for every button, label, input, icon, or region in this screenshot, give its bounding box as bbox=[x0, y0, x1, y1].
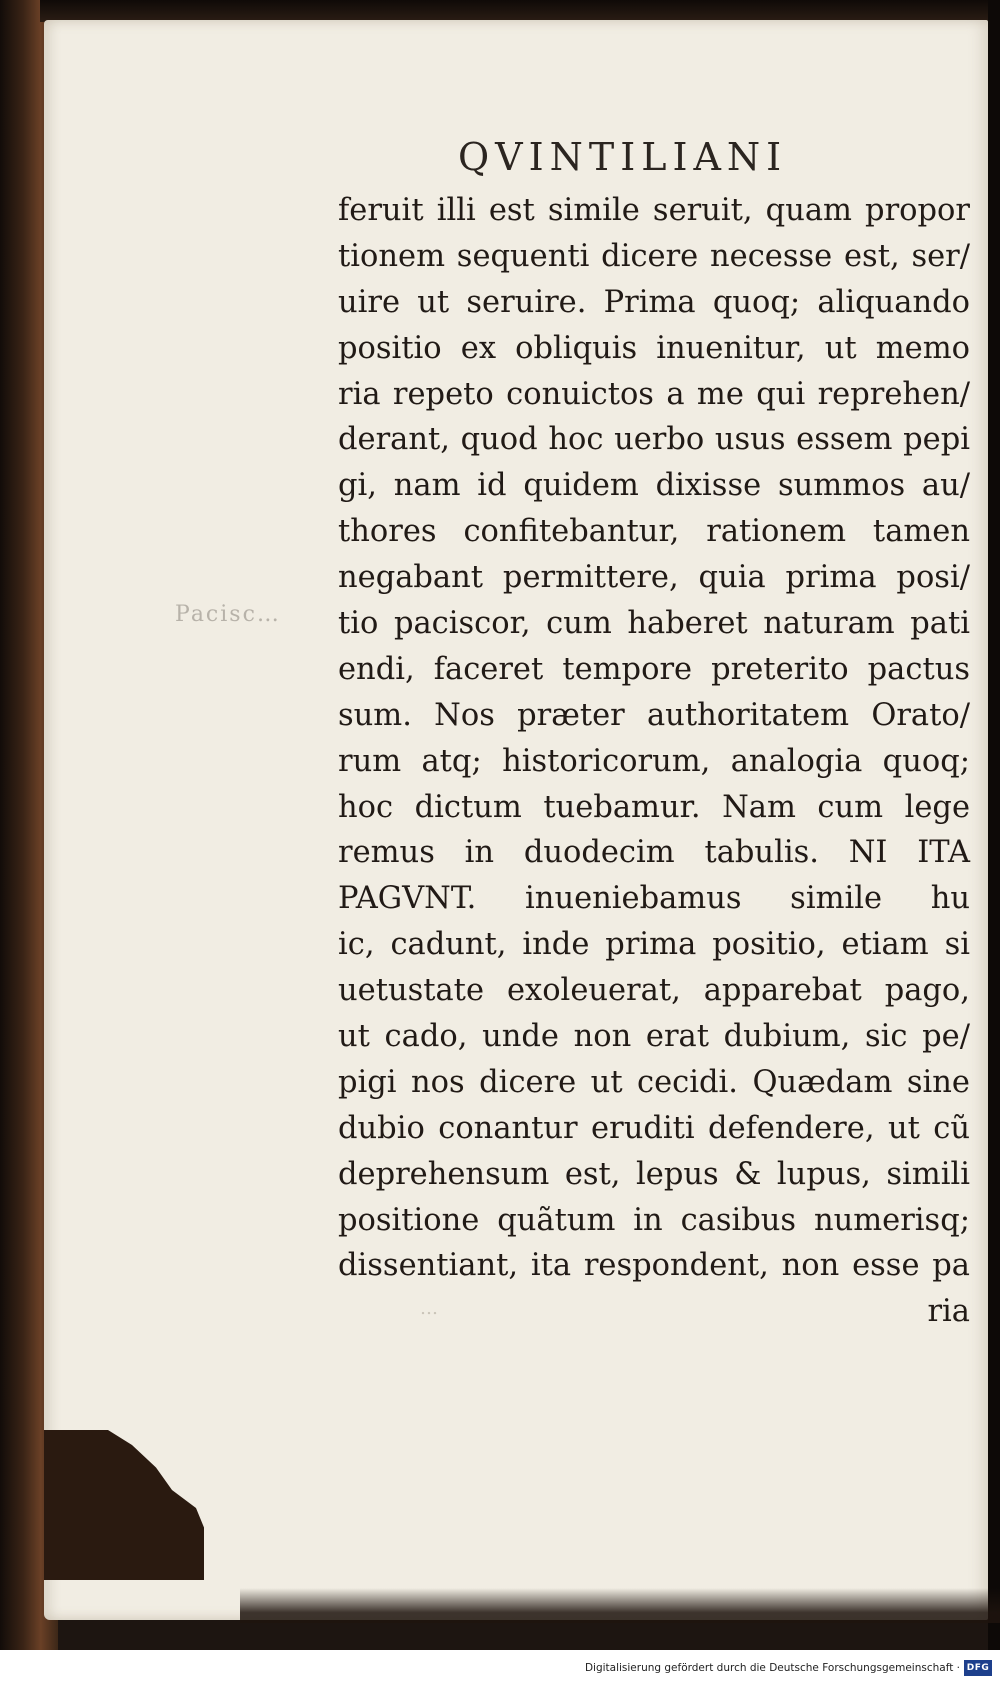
page-bottom-shadow bbox=[240, 1588, 1000, 1623]
text-line: remus in duodecim tabulis. NI ITA bbox=[338, 835, 970, 871]
marginal-note: Pacisc… bbox=[175, 602, 281, 627]
catchword: ria bbox=[927, 1294, 970, 1330]
text-line: uire ut seruire. Prima quoq; aliquando bbox=[338, 284, 970, 320]
running-head: QVINTILIANI bbox=[458, 135, 788, 179]
text-line: positio ex obliquis inuenitur, ut memo bbox=[338, 330, 970, 366]
text-line: ut cado, unde non erat dubium, sic pe/ bbox=[338, 1019, 970, 1055]
book-binding-right bbox=[988, 0, 1000, 1650]
body-text bbox=[338, 188, 970, 1335]
text-line: thores confitebantur, rationem tamen bbox=[338, 514, 970, 550]
dfg-logo: DFG bbox=[964, 1660, 992, 1676]
text-line: gi, nam id quidem dixisse summos au/ bbox=[338, 468, 970, 504]
text-line: negabant permittere, quia prima posi/ bbox=[338, 560, 970, 596]
footer-bar bbox=[0, 1652, 1000, 1684]
text-line: dubio conantur eruditi defendere, ut cũ bbox=[338, 1110, 970, 1146]
faint-mark: … bbox=[420, 1298, 444, 1319]
text-line: deprehensum est, lepus & lupus, simili bbox=[338, 1156, 970, 1192]
text-line: ic, cadunt, inde prima positio, etiam si bbox=[338, 927, 970, 963]
text-line: feruit illi est simile seruit, quam propor bbox=[338, 193, 970, 228]
text-line: rum atq; historicorum, analogia quoq; bbox=[338, 743, 970, 779]
text-line: tionem sequenti dicere necesse est, ser/ bbox=[338, 238, 970, 274]
text-line: dissentiant, ita respondent, non esse pa bbox=[338, 1248, 970, 1284]
text-line: tio paciscor, cum haberet naturam pati bbox=[338, 606, 970, 642]
funding-credit: Digitalisierung gefördert durch die Deutsche Forschungsgemeinschaft · bbox=[584, 1662, 960, 1674]
text-line: uetustate exoleuerat, apparebat pago, bbox=[338, 973, 970, 1009]
text-line: hoc dictum tuebamur. Nam cum lege bbox=[338, 789, 970, 825]
text-line: derant, quod hoc uerbo usus essem pepi bbox=[338, 422, 970, 458]
text-line: sum. Nos præter authoritatem Orato/ bbox=[338, 697, 970, 733]
text-line: PAGVNT. inueniebamus simile hu bbox=[338, 881, 970, 917]
text-line: endi, faceret tempore preterito pactus bbox=[338, 651, 970, 687]
torn-corner bbox=[44, 1430, 204, 1580]
book-binding-top bbox=[40, 0, 1000, 22]
text-line: positione quãtum in casibus numerisq; bbox=[338, 1202, 970, 1238]
text-line: pigi nos dicere ut cecidi. Quædam sine bbox=[338, 1064, 970, 1100]
text-line: ria repeto conuictos a me qui reprehen/ bbox=[338, 376, 970, 412]
